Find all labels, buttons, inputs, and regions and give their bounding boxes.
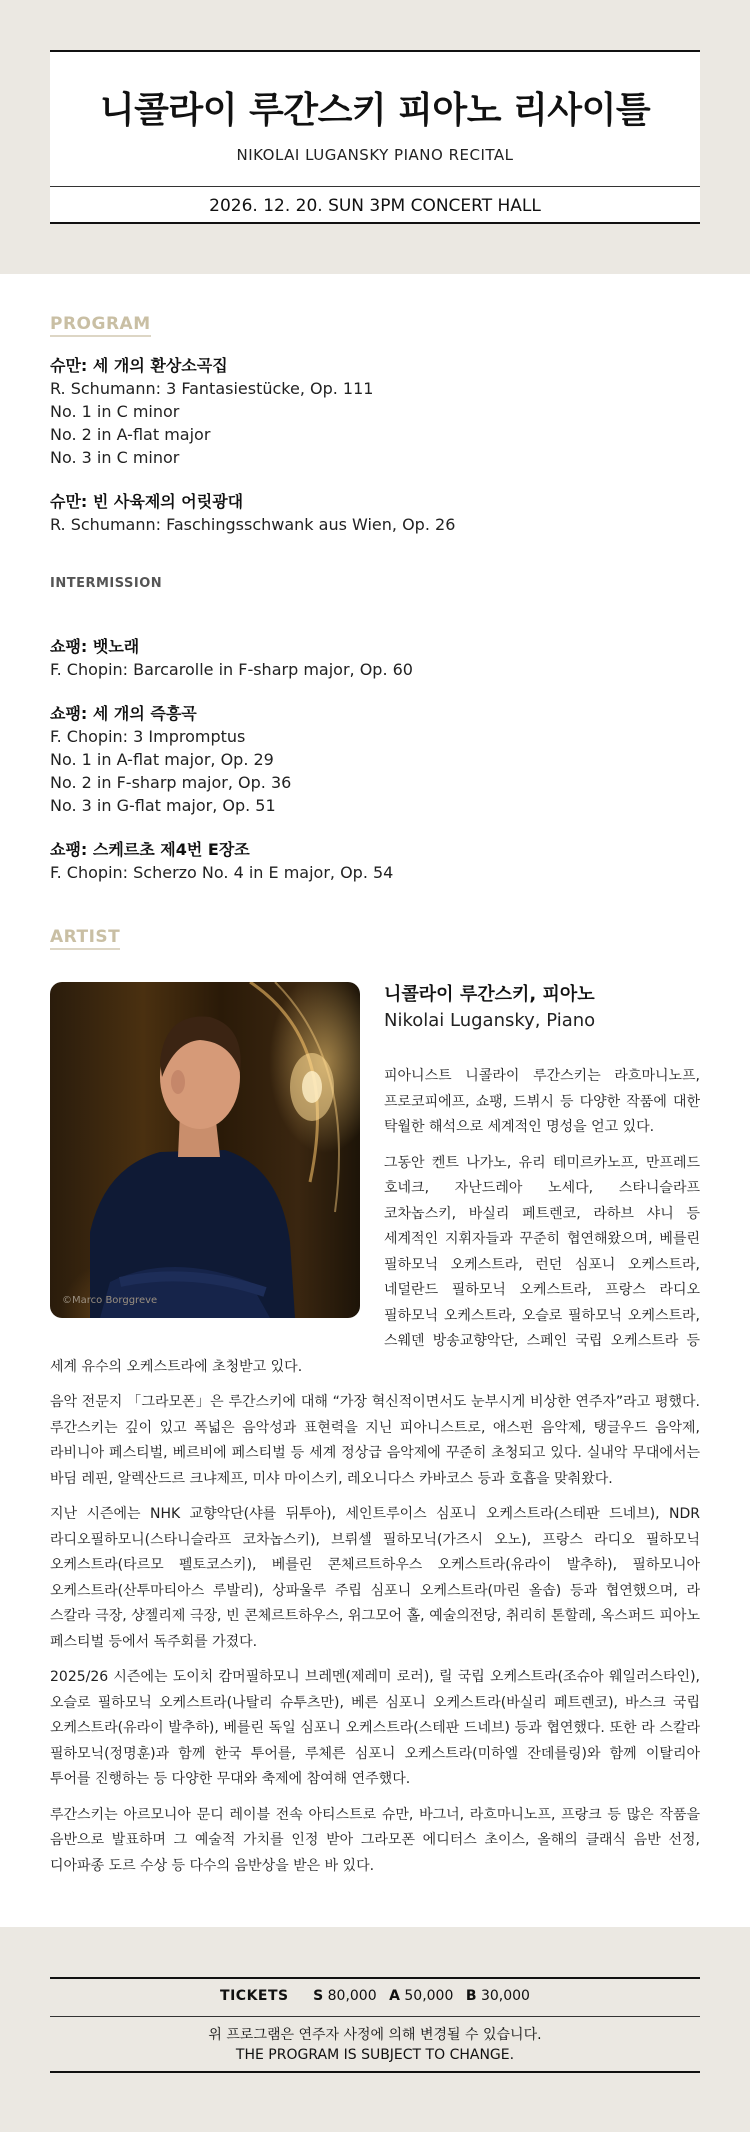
- program-piece: [50, 490, 700, 536]
- program-piece: [50, 635, 700, 681]
- program-first-half: [50, 354, 700, 536]
- piece-line: No. 1 in A-flat major, Op. 29: [50, 750, 274, 769]
- program-section-label: PROGRAM: [50, 314, 151, 337]
- page-subtitle: NIKOLAI LUGANSKY PIANO RECITAL: [236, 146, 514, 164]
- intermission-label: INTERMISSION: [50, 576, 163, 591]
- piece-line: No. 2 in A-flat major: [50, 425, 211, 444]
- piece-line: F. Chopin: 3 Impromptus: [50, 727, 246, 746]
- concert-date: 2026. 12. 20. SUN 3PM CONCERT HALL: [50, 186, 700, 224]
- piece-title: 슈만: 세 개의 환상소곡집: [50, 356, 228, 375]
- page-title: 니콜라이 루간스키 피아노 리사이틀: [99, 90, 651, 131]
- bio-paragraph: 피아니스트 니콜라이 루간스키는 라흐마니노프, 프로코피에프, 쇼팽, 드뷔시 등 다양한 작품에 대한 탁월한 해석으로 세계적인 명성을 얻고 있다.: [384, 1068, 700, 1135]
- artist-name-korean: 니콜라이 루간스키, 피아노: [384, 984, 595, 1005]
- piece-title: 슈만: 빈 사육제의 어릿광대: [50, 492, 244, 511]
- footer: [0, 1927, 750, 2132]
- ticket-tier: A: [389, 1988, 400, 2004]
- program-change-notice: [50, 2017, 700, 2073]
- ticket-price: 80,000: [327, 1988, 377, 2004]
- piece-line: No. 3 in G-flat major, Op. 51: [50, 796, 276, 815]
- piece-line: F. Chopin: Scherzo No. 4 in E major, Op. 54: [50, 863, 394, 882]
- program-piece: [50, 702, 700, 817]
- ticket-price: 50,000: [404, 1988, 454, 2004]
- program-piece: [50, 354, 700, 469]
- ticket-tier: S: [313, 1988, 324, 2004]
- piece-title: 쇼팽: 스케르초 제4번 E장조: [50, 840, 250, 859]
- ticket-price: 30,000: [480, 1988, 530, 2004]
- program-piece: [50, 838, 700, 884]
- artist-portrait-illustration: [50, 982, 360, 1318]
- ticket-prices: [50, 1977, 700, 2017]
- piece-line: No. 3 in C minor: [50, 448, 180, 467]
- tickets-label: TICKETS: [220, 1988, 289, 2004]
- piece-line: R. Schumann: 3 Fantasiestücke, Op. 111: [50, 379, 374, 398]
- bio-paragraph: 루간스키는 아르모니아 문디 레이블 전속 아티스트로 슈만, 바그너, 라흐마니노프, 프랑크 등 많은 작품을 음반으로 발표하며 그 예술적 가치를 인정 받아 그라모폰 에디터스 초이스, 올해의 클래식 음반 선정, 디아파종 도르 수상 등 다수의 음반상을 받은 바 있다.: [50, 1806, 700, 1874]
- header: [0, 0, 750, 274]
- piece-line: R. Schumann: Faschingsschwank aus Wien, Op. 26: [50, 515, 456, 534]
- title-card: [50, 50, 700, 224]
- program-second-half: [50, 635, 700, 884]
- notice-english: THE PROGRAM IS SUBJECT TO CHANGE.: [235, 2047, 515, 2063]
- piece-title: 쇼팽: 뱃노래: [50, 637, 140, 656]
- piece-line: No. 2 in F-sharp major, Op. 36: [50, 773, 292, 792]
- artist-name-english: Nikolai Lugansky, Piano: [384, 1010, 596, 1031]
- artist-photo: [50, 982, 360, 1318]
- piece-line: No. 1 in C minor: [50, 402, 180, 421]
- notice-korean: 위 프로그램은 연주자 사정에 의해 변경될 수 있습니다.: [208, 2027, 542, 2043]
- artist-section-label: ARTIST: [50, 927, 120, 950]
- photo-credit: ©Marco Borggreve: [62, 1295, 158, 1306]
- bio-paragraph: 그동안 켄트 나가노, 유리 테미르카노프, 만프레드 호네크, 자난드레아 노세다, 스타니슬라프 코차놉스키, 바실리 페트렌코, 라하브 샤니 등 세계적인 지휘자들과 꾸준히 협연해왔으며, 베를린 필하모닉 오케스트라, 런던 심포니 오케스트라, 네덜란드 필하모닉 오케스트라, 프랑스 라디오 필하모닉 오케스트라, 오슬로 필하모닉 오케스트라, 스웨덴 방송교향악단, 스페인 국립 오케스트라 등 세계 유수의 오케스트라에 초청받고 있다.: [50, 1154, 700, 1375]
- artist-block: [50, 982, 700, 1889]
- bio-paragraph: 지난 시즌에는 NHK 교향악단(샤를 뒤투아), 세인트루이스 심포니 오케스트라(스테판 드네브), NDR 라디오필하모니(스타니슬라프 코차놉스키), 브뤼셀 필하모닉(가즈시 오노), 프랑스 라디오 필하모닉 오케스트라(타르모 펠토코스키), 베를린 콘체르트하우스 오케스트라(유라이 발추하), 필하모니아 오케스트라(산투마티아스 루발리), 상파울루 주립 심포니 오케스트라(마린 올솝) 등과 협연했으며, 라 스칼라 극장, 샹젤리제 극장, 빈 콘체르트하우스, 위그모어 홀, 예술의전당, 취리히 톤할레, 옥스퍼드 피아노 페스티벌 등에서 독주회를 가졌다.: [50, 1506, 700, 1650]
- piece-title: 쇼팽: 세 개의 즉흥곡: [50, 704, 197, 723]
- ticket-tier: B: [465, 1988, 477, 2004]
- piece-line: F. Chopin: Barcarolle in F-sharp major, Op. 60: [50, 660, 413, 679]
- bio-paragraph: 2025/26 시즌에는 도이치 캄머필하모니 브레멘(제레미 로러), 릴 국립 오케스트라(조슈아 웨일러스타인), 오슬로 필하모닉 오케스트라(나탈리 슈투츠만), 베른 심포니 오케스트라(바실리 페트렌코), 바스크 국립 오케스트라(유라이 발추하), 베를린 독일 심포니 오케스트라(스테판 드네브) 등과 협연했다. 또한 라 스칼라 필하모닉(정명훈)과 함께 한국 투어를, 루체른 심포니 오케스트라(미하엘 잔데를링)와 함께 이탈리아 투어를 진행하는 등 다양한 무대와 축제에 참여해 연주했다.: [50, 1669, 700, 1787]
- bio-paragraph: 음악 전문지 「그라모폰」은 루간스키에 대해 “가장 혁신적이면서도 눈부시게 비상한 연주자”라고 평했다. 루간스키는 깊이 있고 폭넓은 음악성과 표현력을 지닌 피아니스트로, 애스펀 음악제, 탱글우드 음악제, 라비니아 페스티벌, 베르비에 페스티벌 등 세계 정상급 음악제에 꾸준히 초청되고 있다. 실내악 무대에서는 바딤 레핀, 알렉산드르 크냐제프, 미샤 마이스키, 레오니다스 카바코스 등과 호흡을 맞춰왔다.: [50, 1394, 700, 1487]
- main-content: [0, 274, 750, 1889]
